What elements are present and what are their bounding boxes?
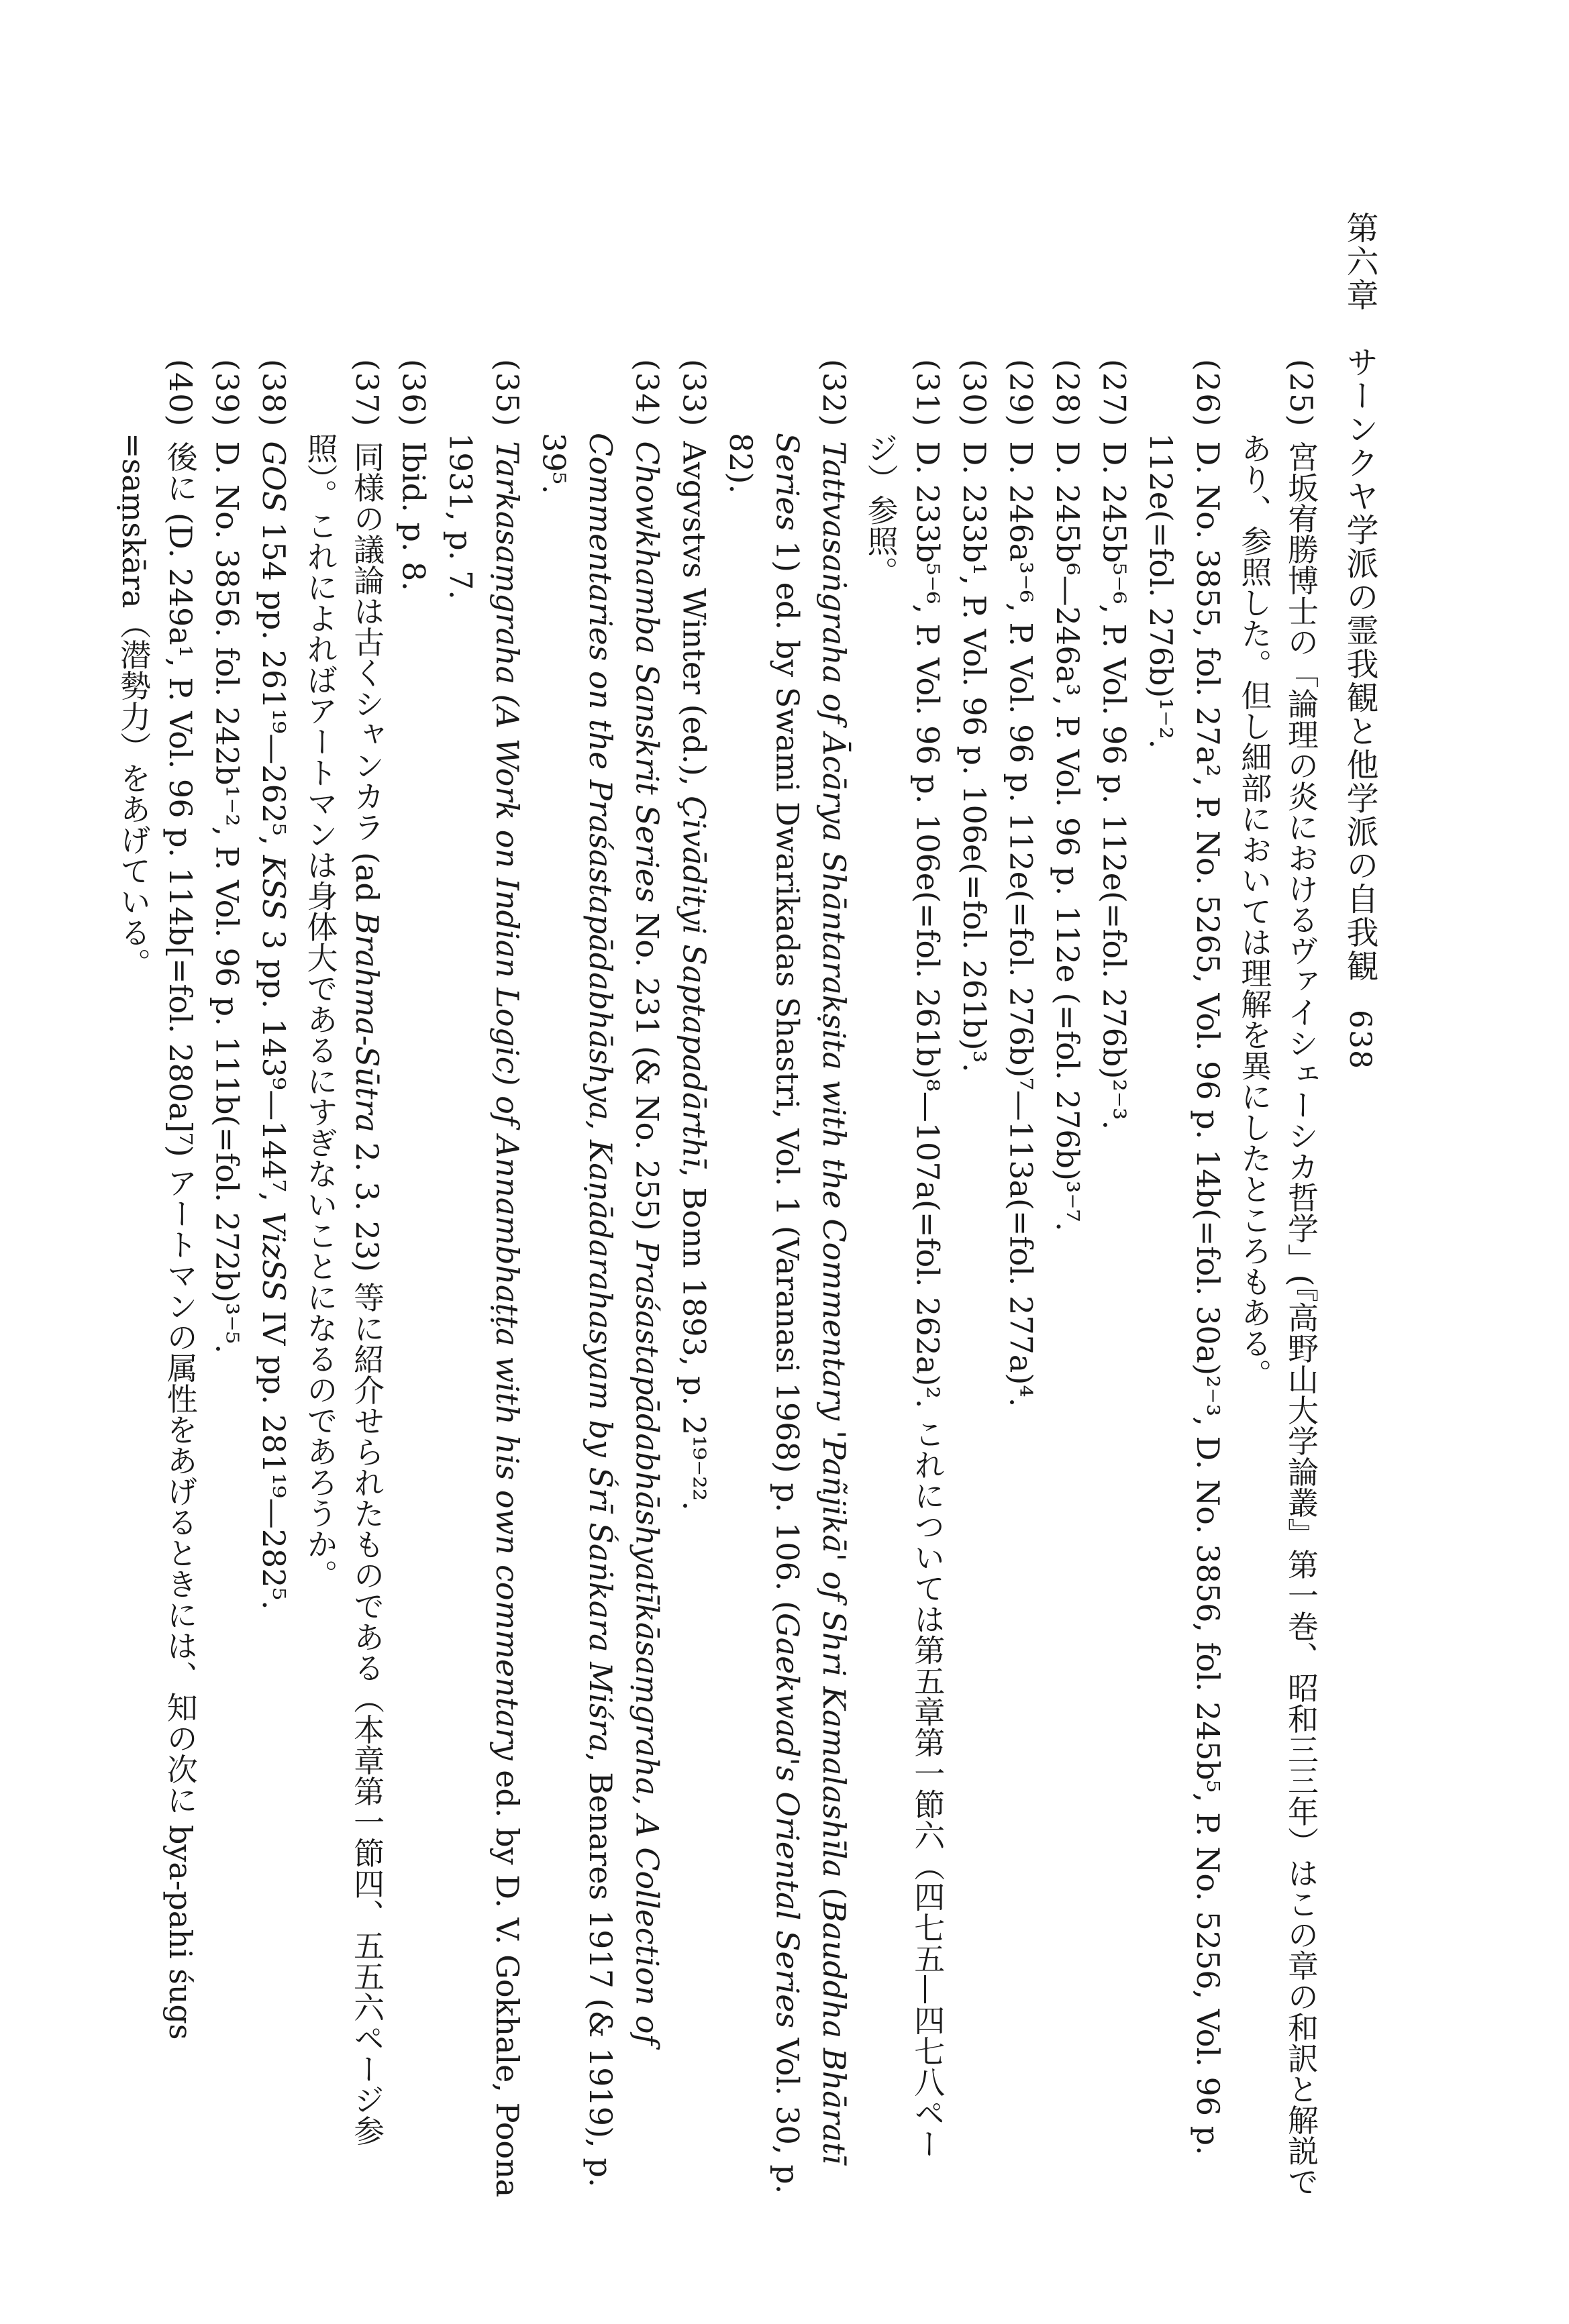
footnote [857, 359, 950, 2204]
footnote-number: (32) [816, 359, 853, 428]
footnote-number: (39) [209, 359, 246, 428]
footnote-number: (33) [676, 359, 713, 428]
footnote-text: D. No. 3856. fol. 242b¹⁻², P. Vol. 96 p. 111b(=fol. 272b)³⁻⁵. [209, 441, 246, 1354]
chapter-title: 第六章 サーンクヤ学派の霊我観と他学派の自我観 [1341, 211, 1378, 983]
footnote-text-part: 2. 3. 23) 等に紹介せられたものである（本章第一節四、五五六ページ参照）。これによればアートマンは身体大であるにすぎないことになるのであろうか。 [302, 433, 386, 2146]
footnote [390, 359, 437, 2204]
footnote-text-part: Bauddha Bhāratī Series [769, 433, 853, 2165]
footnote-text-part: IV pp. 281¹⁹—282⁵. [255, 1301, 292, 1610]
footnote [997, 359, 1044, 2204]
footnote-text-part: Gaekwad's Oriental Series [769, 1612, 806, 2029]
footnote-text-part: GOS [255, 441, 292, 513]
footnote [110, 359, 203, 2204]
footnote-text-part: 3 pp. 143⁹—144⁷, [255, 920, 292, 1212]
footnote-text-part: Chowkhamba Sanskrit Series [629, 441, 666, 903]
footnote-text: D. 233b⁵⁻⁶, P. Vol. 96 p. 106e(=fol. 261b)⁸—107a(=fol. 262a)². これについては第五章第一節六（四七五—四七八ページ）参照。 [862, 433, 946, 2160]
footnotes [116, 359, 1324, 2204]
footnote-text-part: ( [816, 1877, 853, 1900]
footnote-number: (29) [1003, 359, 1040, 428]
footnote-text-part: , Bonn 1893, p. 2¹⁹⁻²². [676, 1167, 713, 1511]
footnote-text: Ibid. p. 8. [395, 441, 432, 592]
footnote-text-part: VizSS [255, 1211, 292, 1302]
footnote-text-part: Tarkasaṃgraha (A Work on Indian Logic) of Annambhaṭṭa with his own commentary [489, 441, 525, 1760]
footnote-text: 後に (D. 249a¹, P. Vol. 96 p. 114b[=fol. 280a]⁷) アートマンの属性をあげるときには、知の次に bya-pahi śugs =saṃskāra（潜勢力）をあげている。 [115, 433, 199, 2040]
footnote [203, 359, 250, 2204]
page-number: 638 [1343, 1010, 1377, 1070]
footnote-text: D. 246a³⁻⁶, P. Vol. 96 p. 112e(=fol. 276b)⁷—113a(=fol. 277a)⁴. [1003, 441, 1040, 1408]
footnote-text-part: Avgvstvs Winter (ed.), [676, 441, 713, 796]
footnote-number: (25) [1283, 359, 1319, 428]
footnote [250, 359, 297, 2204]
footnote [530, 359, 670, 2204]
footnote [670, 359, 717, 2204]
footnote [297, 359, 390, 2204]
running-header [1339, 211, 1380, 1285]
footnote [717, 359, 857, 2204]
footnote-number: (38) [255, 359, 292, 428]
footnote-number: (31) [909, 359, 946, 428]
footnote-text-part: Praśastapādabhāshyatīkāsaṃgraha, A Collection of Commentaries on the Praśastapādabhāshya, Kaṇādarahasyam by Śrī Śaṅkara Miśra [583, 433, 666, 2046]
footnote-text-part: Çivādityi Saptapadārthī [676, 796, 713, 1168]
footnote-text-part: KSS [255, 855, 292, 920]
footnote-text: D. 245b⁵⁻⁶, P. Vol. 96 p. 112e(=fol. 276b)²⁻³. [1096, 441, 1133, 1130]
footnote-text-part: ed. by D. V. Gokhale, Poona 1931, p. 7. [442, 433, 525, 2198]
footnote-text-part: 154 pp. 261¹⁹—262⁵, [255, 512, 292, 855]
footnote-text: 宮坂宥勝博士の「論理の炎におけるヴァイシェーシカ哲学」(『高野山大学論叢』第一巻、昭和三三年）はこの章の和訳と解説であり、参照した。但し細部においては理解を異にしたところもある。 [1236, 433, 1319, 2197]
footnote [1137, 359, 1231, 2204]
footnote-number: (35) [489, 359, 525, 428]
footnote-text: D. 245b⁶—246a³, P. Vol. 96 p. 112e (=fol. 276b)³⁻⁷. [1050, 441, 1086, 1232]
footnote-text-part: Tattvasaṅgraha of Ācārya Shāntarakṣita with the Commentary 'Pañjikā' of Shri Kamalashīla [816, 441, 853, 1878]
footnote [1044, 359, 1091, 2204]
footnote-number: (37) [349, 359, 386, 428]
footnote-number: (40) [162, 359, 199, 428]
footnote-text: D. 233b¹, P. Vol. 96 p. 106e(=fol. 261b)³. [956, 441, 993, 1073]
footnote [1091, 359, 1137, 2204]
footnote-text-part: Brahma-Sūtra [349, 912, 386, 1132]
footnote-number: (36) [395, 359, 432, 428]
footnote [950, 359, 997, 2204]
footnote-text-part: No. 231 (& No. 255) [629, 902, 666, 1241]
footnote-number: (27) [1096, 359, 1133, 428]
footnote-text-part: 1) ed. by Swami Dwarikadas Shastri, Vol. 1 (Varanasi 1968) p. 106. ( [769, 531, 806, 1613]
footnote-number: (34) [629, 359, 666, 428]
footnote-number: (26) [1189, 359, 1226, 428]
footnote [1231, 359, 1324, 2204]
footnote-text-part: , Benares 1917 (& 1919), p. 39⁵. [536, 433, 619, 2188]
footnote [437, 359, 530, 2204]
footnote-number: (28) [1050, 359, 1086, 428]
footnote-number: (30) [956, 359, 993, 428]
footnote-text: D. No. 3855, fol. 27a², P. No. 5265, Vol. 96 p. 14b(=fol. 30a)²⁻³, D. No. 3856, fol. 245b⁵, P. No. 5256, Vol. 96 p. 112e(=fol. 276b)¹⁻². [1143, 433, 1226, 2156]
footnote-text-part: Vol. 30, p. 82). [722, 433, 806, 2195]
footnote-text-part: 同様の議論は古くシャンカラ (ad [349, 441, 386, 912]
